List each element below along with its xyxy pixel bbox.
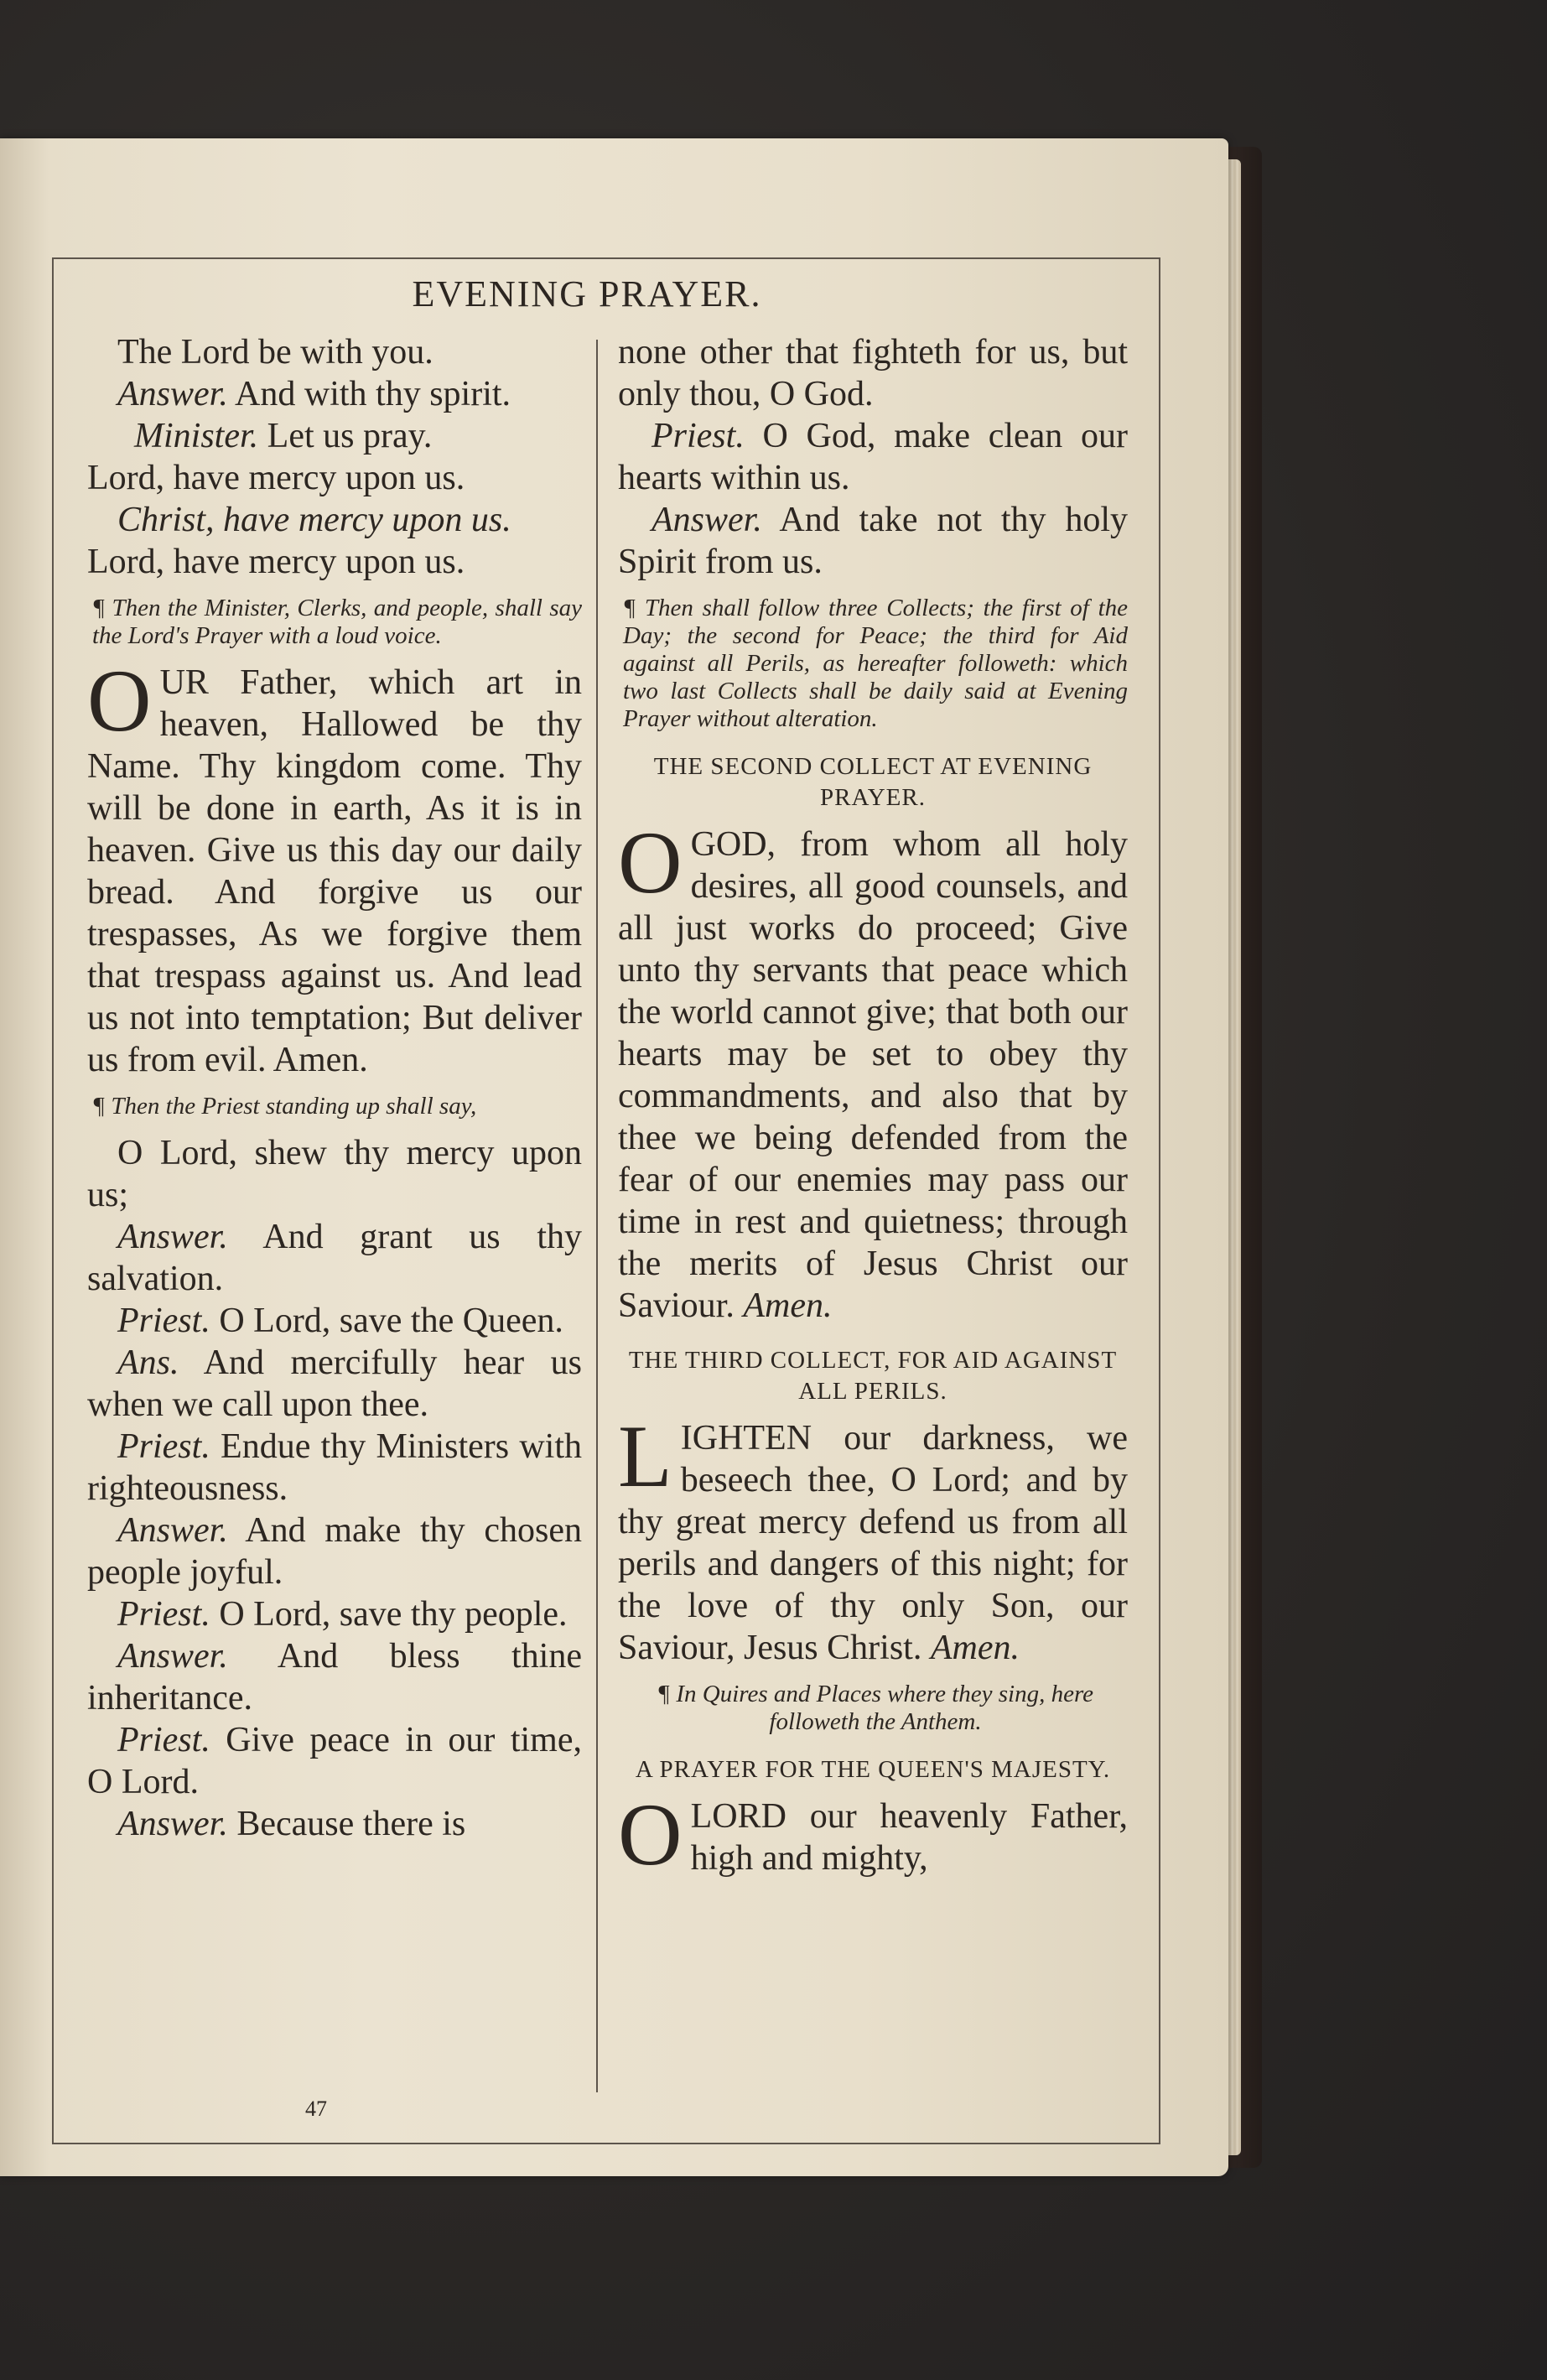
prayer-text: UR Father, which art in heaven, Hallowed be thy Name. Thy kingdom come. Thy will be done in earth, As it is in heaven. Give us this day our daily bread. And forgive us our trespasses, As we forgive them that trespass against us. And lead us not into temptation; But deliver us from evil. Amen. [87, 663, 582, 1079]
versicle [87, 1426, 582, 1510]
speaker-label: Answer. [117, 375, 228, 413]
response [87, 1342, 582, 1426]
collect-for-aid [618, 1407, 1128, 1669]
kyrie-line: Christ, have mercy upon us. [117, 501, 511, 539]
versicle: The Lord be with you. [117, 333, 433, 372]
collect-text: GOD, from whom all holy desires, all good counsels, and all just works do proceed; Give unto thy servants that peace which the world cannot give; that both our hearts may be set to obey thy commandments, and also that by thee we being defended from the fear of our enemies may pass our time in rest and quietness; through the merits of Jesus Christ our Saviour. [618, 825, 1128, 1325]
response-text: And mercifully hear us when we call upon thee. [87, 1343, 582, 1424]
drop-cap: O [87, 652, 152, 750]
versicle [87, 415, 582, 457]
versicle [618, 415, 1128, 499]
prayer-for-queen [618, 1785, 1128, 1884]
versicle-text: Endue thy Ministers with righteousness. [87, 1427, 582, 1508]
drop-cap: L [618, 1407, 672, 1505]
response-continued: none other that fighteth for us, but only thou, O God. [618, 333, 1128, 413]
rubric: ¶ Then the Minister, Clerks, and people, shall say the Lord's Prayer with a loud voice. [92, 595, 582, 649]
response-text: And take not thy holy Spirit from us. [618, 501, 1128, 581]
kyrie-line: Lord, have mercy upon us. [87, 543, 465, 581]
versicle-text: O God, make clean our hearts within us. [618, 417, 1128, 497]
response [87, 373, 582, 415]
response [87, 1635, 582, 1719]
speaker-label: Answer. [117, 1511, 228, 1550]
speaker-label: Priest. [117, 1595, 210, 1634]
response [87, 1510, 582, 1593]
speaker-label: Answer. [117, 1218, 228, 1256]
versicle-text: Let us pray. [258, 417, 433, 455]
section-heading: THE THIRD COLLECT, FOR AID AGAINST ALL PERILS. [628, 1347, 1118, 1405]
speaker-label: Priest. [117, 1427, 210, 1466]
left-column [87, 331, 582, 1845]
response-text: And with thy spirit. [227, 375, 511, 413]
response-text: And grant us thy salvation. [87, 1218, 582, 1298]
speaker-label: Priest. [652, 417, 745, 455]
versicle-text: O Lord, save thy people. [210, 1595, 568, 1634]
versicle [87, 1719, 582, 1803]
speaker-label: Priest. [117, 1302, 210, 1340]
response-text: And make thy chosen people joyful. [87, 1511, 582, 1592]
lords-prayer [87, 652, 582, 1081]
prayer-text: LORD our heavenly Father, high and mighty, [690, 1797, 1128, 1878]
speaker-label: Priest. [117, 1721, 210, 1759]
versicle [87, 1300, 582, 1342]
section-heading: THE SECOND COLLECT AT EVENING PRAYER. [653, 753, 1093, 811]
amen: Amen. [743, 1286, 833, 1325]
page-number: 47 [305, 2097, 327, 2121]
versicle [87, 1593, 582, 1635]
speaker-label: Ans. [117, 1343, 179, 1382]
rubric: ¶ Then shall follow three Collects; the first of the Day; the second for Peace; the third for Aid against all Perils, as hereafter followeth: which two last Collects shall be daily said at Evening Prayer without alteration. [623, 595, 1128, 732]
speaker-label: Answer. [117, 1637, 228, 1676]
page-title: EVENING PRAYER. [412, 273, 762, 314]
drop-cap: O [618, 1785, 683, 1884]
column-divider [596, 340, 598, 2092]
response [618, 499, 1128, 583]
response [87, 1216, 582, 1300]
section-heading: A PRAYER FOR THE QUEEN'S MAJESTY. [635, 1756, 1111, 1783]
speaker-label: Minister. [134, 417, 259, 455]
kyrie-line: Lord, have mercy upon us. [87, 459, 465, 497]
collect-text: IGHTEN our darkness, we beseech thee, O Lord; and by thy great mercy defend us from all perils and dangers of this night; for the love of thy only Son, our Saviour, Jesus Christ. [618, 1419, 1128, 1667]
rubric: ¶ In Quires and Places where they sing, here followeth the Anthem. [657, 1681, 1094, 1735]
speaker-label: Answer. [652, 501, 762, 539]
amen: Amen. [930, 1629, 1020, 1667]
versicle: O Lord, shew thy mercy upon us; [87, 1134, 582, 1214]
response-text: Because there is [227, 1805, 466, 1843]
versicle-text: Give peace in our time, O Lord. [87, 1721, 582, 1801]
speaker-label: Answer. [117, 1805, 228, 1843]
versicle-text: O Lord, save the Queen. [210, 1302, 563, 1340]
drop-cap: O [618, 813, 683, 912]
right-column [618, 331, 1128, 1884]
response [87, 1803, 582, 1845]
collect-for-peace [618, 813, 1128, 1327]
response-text: And bless thine inheritance. [87, 1637, 582, 1717]
rubric: ¶ Then the Priest standing up shall say, [92, 1093, 477, 1120]
